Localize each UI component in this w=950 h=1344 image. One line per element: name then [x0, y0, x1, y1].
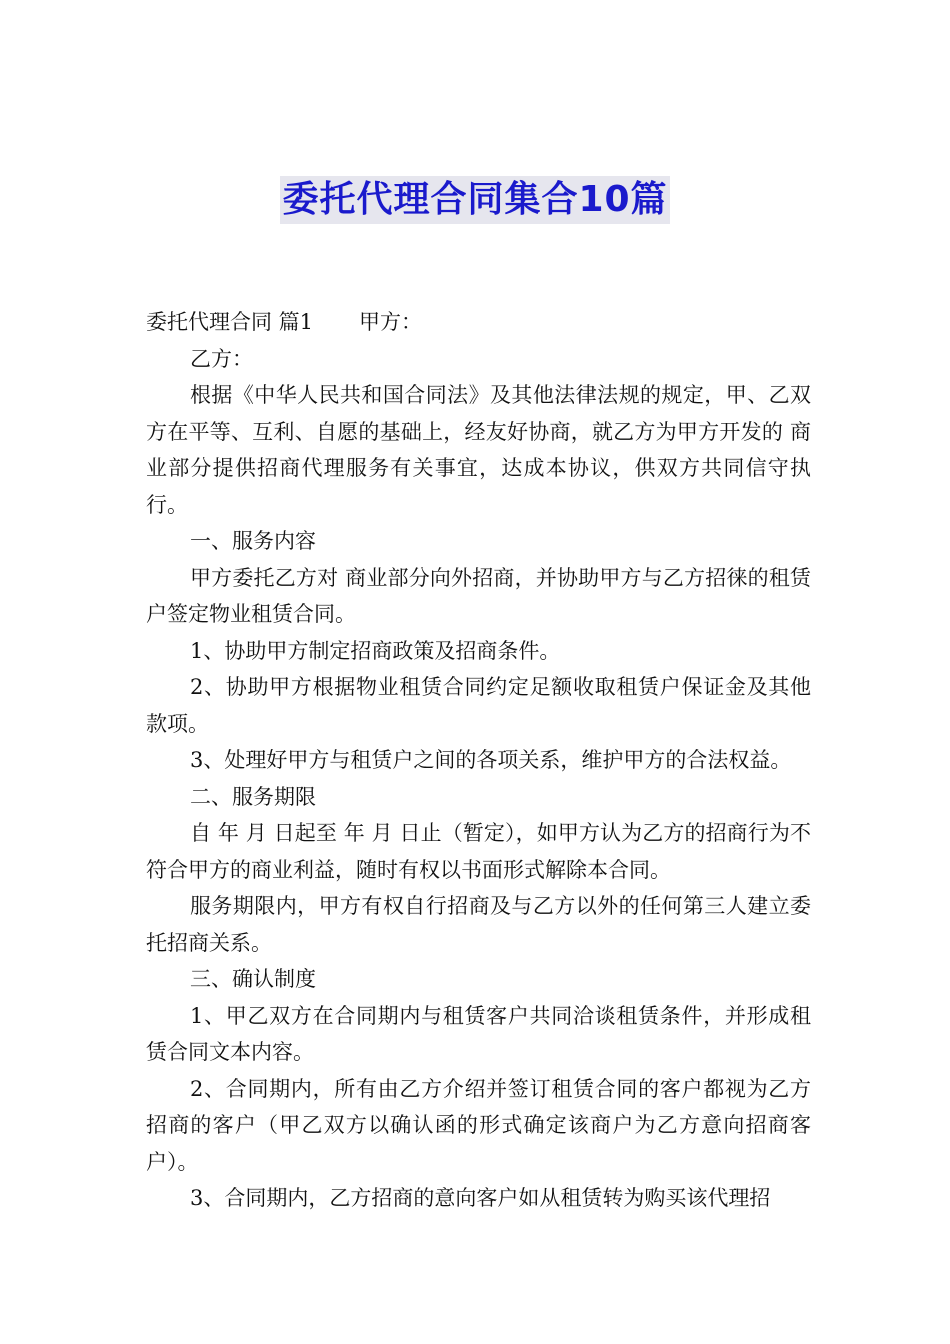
- party-a-label: 甲方：: [359, 310, 423, 334]
- heading-service-content: 一、服务内容: [190, 529, 316, 553]
- section-label: 委托代理合同 篇1: [146, 310, 314, 334]
- paragraph-term-dates: 自 年 月 日起至 年 月 日止（暂定），如甲方认为乙方的招商行为不符合甲方的商业利益，随时有权以书面形式解除本合同。: [146, 821, 811, 882]
- clause-1-2: 2、协助甲方根据物业租赁合同约定足额收取租赁户保证金及其他款项。: [146, 675, 811, 736]
- paragraph-service-scope: 甲方委托乙方对 商业部分向外招商，并协助甲方与乙方招徕的租赁户签定物业租赁合同。: [146, 565, 811, 626]
- heading-service-term: 二、服务期限: [190, 784, 316, 809]
- clause-3-2: 2、合同期内，所有由乙方介绍并签订租赁合同的客户都视为乙方招商的客户（甲乙双方以确认函的形式确定该商户为乙方意向招商客户）。: [146, 1076, 811, 1174]
- paragraph-preamble: 根据《中华人民共和国合同法》及其他法律法规的规定，甲、乙双方在平等、互利、自愿的基础上，经友好协商，就乙方为甲方开发的 商业部分提供招商代理服务有关事宜，达成本协议，供双方共同信守执行。: [146, 383, 811, 517]
- heading-confirmation: 三、确认制度: [190, 967, 316, 991]
- clause-1-3: 3、处理好甲方与租赁户之间的各项关系，维护甲方的合法权益。: [190, 748, 792, 772]
- document-body: [146, 304, 811, 1217]
- paragraph-term-rights: 服务期限内，甲方有权自行招商及与乙方以外的任何第三人建立委托招商关系。: [146, 894, 811, 955]
- document-title: 委托代理合同集合10篇: [280, 176, 669, 224]
- clause-1-1: 1、协助甲方制定招商政策及招商条件。: [190, 638, 561, 663]
- section-heading-line: [146, 304, 811, 341]
- clause-3-1: 1、甲乙双方在合同期内与租赁客户共同洽谈租赁条件，并形成租赁合同文本内容。: [146, 1003, 811, 1064]
- title-container: [0, 176, 950, 224]
- clause-3-3: 3、合同期内，乙方招商的意向客户如从租赁转为购买该代理招: [190, 1186, 771, 1210]
- paragraph-party-b: 乙方：: [190, 346, 253, 371]
